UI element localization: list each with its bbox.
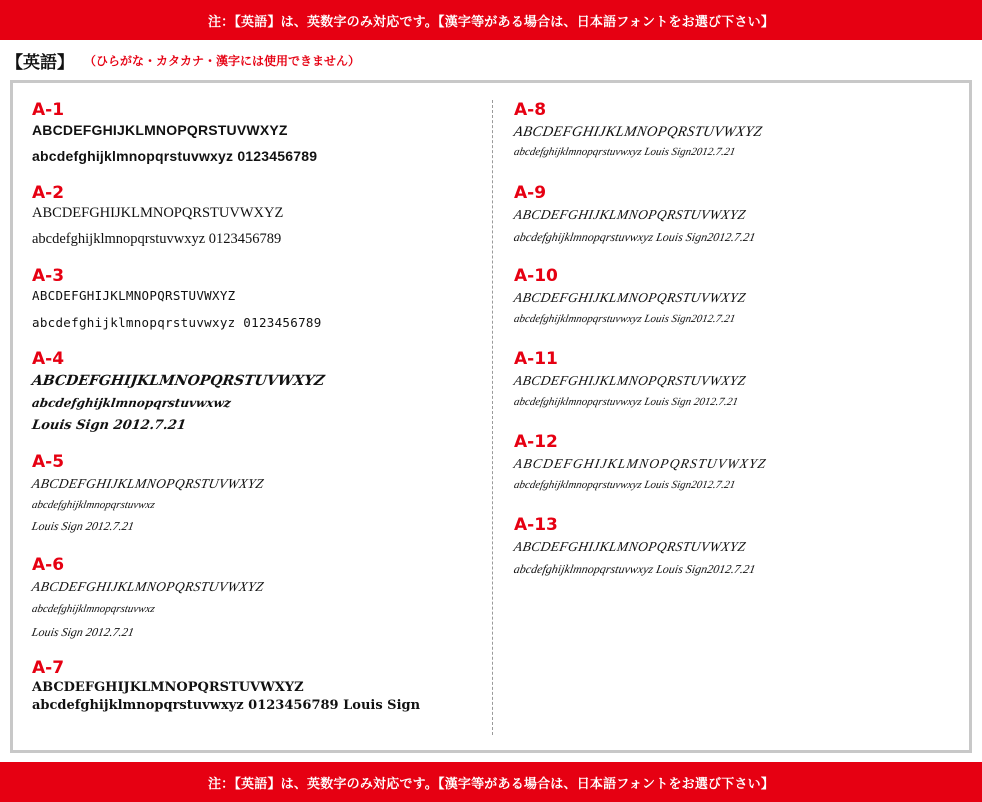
sample-uppercase: ABCDEFGHIJKLMNOPQRSTUVWXYZ xyxy=(32,288,236,303)
sample-signature: Louis Sign 2012.7.21 xyxy=(30,519,136,533)
sample-id: A-4 xyxy=(32,349,65,369)
sample-uppercase: ABCDEFGHIJKLMNOPQRSTUVWXYZ xyxy=(512,456,768,471)
sample-uppercase: ABCDEFGHIJKLMNOPQRSTUVWXYZ xyxy=(32,680,304,695)
column-divider xyxy=(492,100,493,735)
sample-uppercase: ABCDEFGHIJKLMNOPQRSTUVWXYZ xyxy=(512,373,748,388)
sample-id: A-9 xyxy=(514,183,547,203)
section-heading xyxy=(6,46,360,74)
font-sample-a2 xyxy=(32,182,283,249)
sample-lowercase: abcdefghijklmnopqrstuvwxyz Louis Sign2012.7.21 xyxy=(512,479,737,491)
font-sample-a5 xyxy=(32,451,264,537)
font-sample-a8 xyxy=(514,99,762,161)
top-notice-text: 注：【英語】は、英数字のみ対応です。【漢字等がある場合は、日本語フォントをお選び下さい】 xyxy=(207,14,775,30)
sample-uppercase: ABCDEFGHIJKLMNOPQRSTUVWXYZ xyxy=(512,124,764,140)
sample-signature: Louis Sign 2012.7.21 xyxy=(31,418,187,433)
sample-id: A-7 xyxy=(32,658,65,678)
sample-lowercase: abcdefghijklmnopqrstuvwxyz 0123456789 xyxy=(32,315,322,330)
sample-lowercase: abcdefghijklmnopqrstuvwxyz Louis Sign2012.7.21 xyxy=(512,562,757,576)
section-note: （ひらがな・カタカナ・漢字には使用できません） xyxy=(84,53,361,68)
sample-lowercase: abcdefghijklmnopqrstuvwxyz Louis Sign 2012.7.21 xyxy=(512,396,740,408)
sample-lowercase: abcdefghijklmnopqrstuvwxyz 0123456789 xyxy=(32,231,282,247)
font-sample-a6 xyxy=(32,554,264,644)
font-sample-a4 xyxy=(32,348,324,438)
sample-signature: Louis Sign 2012.7.21 xyxy=(30,625,136,639)
sample-id: A-6 xyxy=(32,555,65,575)
font-sample-panel xyxy=(10,80,972,753)
font-sample-a13 xyxy=(514,514,755,580)
sample-id: A-13 xyxy=(514,515,558,535)
sample-uppercase: ABCDEFGHIJKLMNOPQRSTUVWXYZ xyxy=(30,579,266,594)
sample-lowercase: abcdefghijklmnopqrstuvwxyz Louis Sign2012.7.21 xyxy=(512,146,737,158)
sample-lowercase: abcdefghijklmnopqrstuvwxwz xyxy=(31,396,232,410)
section-title: 【英語】 xyxy=(6,52,74,73)
font-sample-a9 xyxy=(514,182,755,248)
sample-id: A-3 xyxy=(32,266,65,286)
font-sample-a7 xyxy=(32,657,420,715)
sample-lowercase: abcdefghijklmnopqrstuvwxyz 0123456789 Louis Sign xyxy=(32,698,421,713)
sample-uppercase: ABCDEFGHIJKLMNOPQRSTUVWXYZ xyxy=(512,539,748,554)
sample-uppercase: ABCDEFGHIJKLMNOPQRSTUVWXYZ xyxy=(512,207,748,222)
top-notice-banner xyxy=(0,0,982,40)
sample-uppercase: ABCDEFGHIJKLMNOPQRSTUVWXYZ xyxy=(30,476,266,491)
sample-lowercase: abcdefghijklmnopqrstuvwxyz Louis Sign2012.7.21 xyxy=(512,230,757,244)
sample-uppercase: ABCDEFGHIJKLMNOPQRSTUVWXYZ xyxy=(512,290,748,305)
font-sample-a10 xyxy=(514,265,746,329)
sample-lowercase: abcdefghijklmnopqrstuvwxz xyxy=(30,499,156,511)
sample-uppercase: ABCDEFGHIJKLMNOPQRSTUVWXYZ xyxy=(32,205,284,221)
font-sample-a12 xyxy=(514,431,766,495)
sample-lowercase: abcdefghijklmnopqrstuvwxyz 0123456789 xyxy=(32,148,318,164)
sample-id: A-2 xyxy=(32,183,65,203)
font-sample-a11 xyxy=(514,348,746,412)
sample-id: A-12 xyxy=(514,432,558,452)
sample-uppercase: ABCDEFGHIJKLMNOPQRSTUVWXYZ xyxy=(30,373,326,389)
sample-lowercase: abcdefghijklmnopqrstuvwxyz Louis Sign2012.7.21 xyxy=(512,313,737,325)
sample-id: A-1 xyxy=(32,100,65,120)
sample-uppercase: ABCDEFGHIJKLMNOPQRSTUVWXYZ xyxy=(32,122,288,138)
sample-id: A-11 xyxy=(514,349,558,369)
sample-id: A-5 xyxy=(32,452,65,472)
sample-id: A-10 xyxy=(514,266,558,286)
font-sample-a1 xyxy=(32,99,317,165)
bottom-notice-banner xyxy=(0,762,982,802)
sample-lowercase: abcdefghijklmnopqrstuvwxz xyxy=(30,603,156,615)
sample-id: A-8 xyxy=(514,100,547,120)
font-sample-a3 xyxy=(32,265,322,332)
bottom-notice-text: 注：【英語】は、英数字のみ対応です。【漢字等がある場合は、日本語フォントをお選び下さい】 xyxy=(207,776,775,792)
